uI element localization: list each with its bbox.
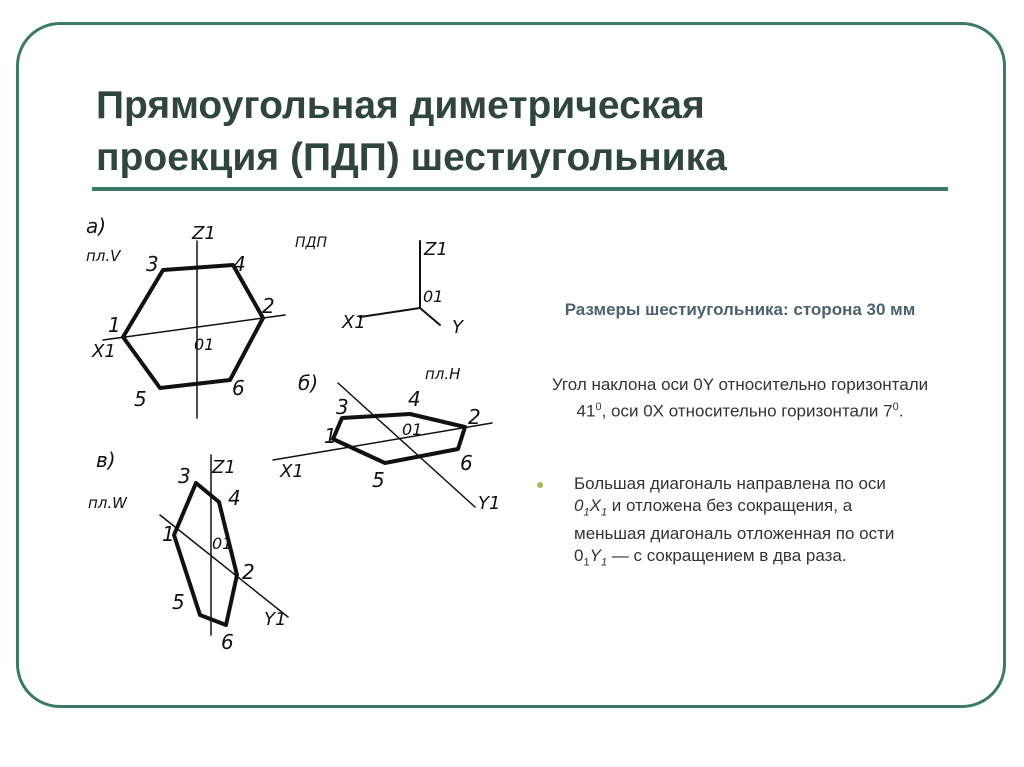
axis-x1-pdp — [360, 308, 420, 317]
bullet-marker: ● — [536, 476, 545, 492]
label-point-5-b: 5 — [372, 468, 385, 492]
axis-o1x1-x-sub: 1 — [600, 506, 608, 519]
angle-text-part-1: Угол наклона оси 0Y относительно горизонтали 41 — [551, 375, 929, 421]
label-point-2-v: 2 — [242, 560, 255, 584]
label-point-6-v: 6 — [221, 630, 234, 654]
label-point-4-v: 4 — [228, 486, 241, 510]
label-pdp: ПДП — [295, 235, 327, 251]
label-x1-pdp: X1 — [342, 312, 366, 333]
label-point-1-a: 1 — [108, 313, 121, 337]
axis-angle-text — [540, 374, 940, 423]
label-x1-a: X1 — [92, 341, 116, 362]
axis-o1y1-y: Y — [589, 546, 601, 566]
label-y1-v: Y1 — [264, 609, 287, 630]
label-point-1-b: 1 — [324, 424, 337, 448]
label-o1-b: 01 — [402, 420, 423, 439]
label-point-6-b: 6 — [460, 451, 473, 475]
label-plane-h: пл.H — [425, 365, 461, 383]
label-o1-v: 01 — [212, 534, 233, 553]
label-point-3-v: 3 — [178, 464, 191, 488]
axis-o1y1-y-sub: 1 — [600, 556, 608, 569]
slide-title — [96, 80, 896, 184]
label-v: в) — [96, 448, 116, 472]
hexagon-frontal-view — [123, 265, 263, 388]
label-o1-a: 01 — [194, 335, 215, 354]
label-z1-a: Z1 — [192, 223, 216, 244]
label-o1-pdp: 01 — [423, 287, 444, 306]
label-point-5-v: 5 — [172, 590, 185, 614]
title-line-1: Прямоугольная диметрическая — [96, 84, 705, 127]
label-b: б) — [298, 371, 319, 395]
label-point-4-b: 4 — [408, 387, 421, 411]
label-point-2-a: 2 — [262, 294, 275, 318]
title-line-2: проекция (ПДП) шестиугольника — [96, 136, 727, 179]
axis-o1x1-o-sub: 1 — [583, 506, 590, 519]
bullet-text-part-2: и отложена без сокращения, а меньшая диагональ отложенная по ости — [574, 496, 895, 544]
angle-degree-2: 0 — [892, 401, 899, 413]
angle-text-part-3: . — [898, 401, 904, 421]
label-point-5-a: 5 — [134, 387, 147, 411]
angle-degree-1: 0 — [595, 401, 602, 413]
label-plane-v: пл.V — [86, 247, 121, 265]
diagonal-bullet — [536, 473, 916, 574]
bullet-text-part-3: — с сокращением в два раза. — [607, 546, 847, 566]
axis-o1y1-o-sub: 1 — [583, 556, 590, 569]
label-point-4-a: 4 — [233, 252, 246, 276]
label-plane-w: пл.W — [88, 494, 127, 512]
angle-text-part-2: , оси 0X относительно горизонтали 7 — [601, 401, 893, 421]
label-point-3-b: 3 — [336, 395, 349, 419]
label-z1-pdp: Z1 — [424, 239, 448, 260]
figure-labels — [86, 214, 500, 654]
label-point-6-a: 6 — [232, 376, 245, 400]
axis-o1x1 — [574, 496, 608, 519]
label-x1-b: X1 — [280, 461, 304, 482]
bullet-text — [574, 473, 916, 574]
projection-drawing — [80, 205, 520, 655]
axis-o1y1 — [574, 546, 608, 569]
label-point-1-v: 1 — [162, 522, 175, 546]
label-a: а) — [86, 214, 107, 238]
hexagon-size-text: Размеры шестиугольника: сторона 30 мм — [564, 300, 916, 319]
axis-y-pdp — [420, 308, 440, 325]
bullet-text-part-1: Большая диагональ направлена по оси — [574, 474, 886, 493]
axis-o1x1-o: 0 — [574, 496, 584, 515]
axis-o1x1-x: X — [589, 496, 601, 515]
axis-o1y1-o: 0 — [574, 546, 584, 566]
label-point-2-b: 2 — [468, 405, 481, 429]
label-z1-v: Z1 — [212, 457, 236, 478]
label-y-pdp: Y — [452, 317, 463, 338]
label-y1-b: Y1 — [478, 493, 501, 514]
label-point-3-a: 3 — [146, 252, 159, 276]
hexagon-projection-figure — [80, 205, 520, 655]
title-underline — [92, 187, 948, 191]
